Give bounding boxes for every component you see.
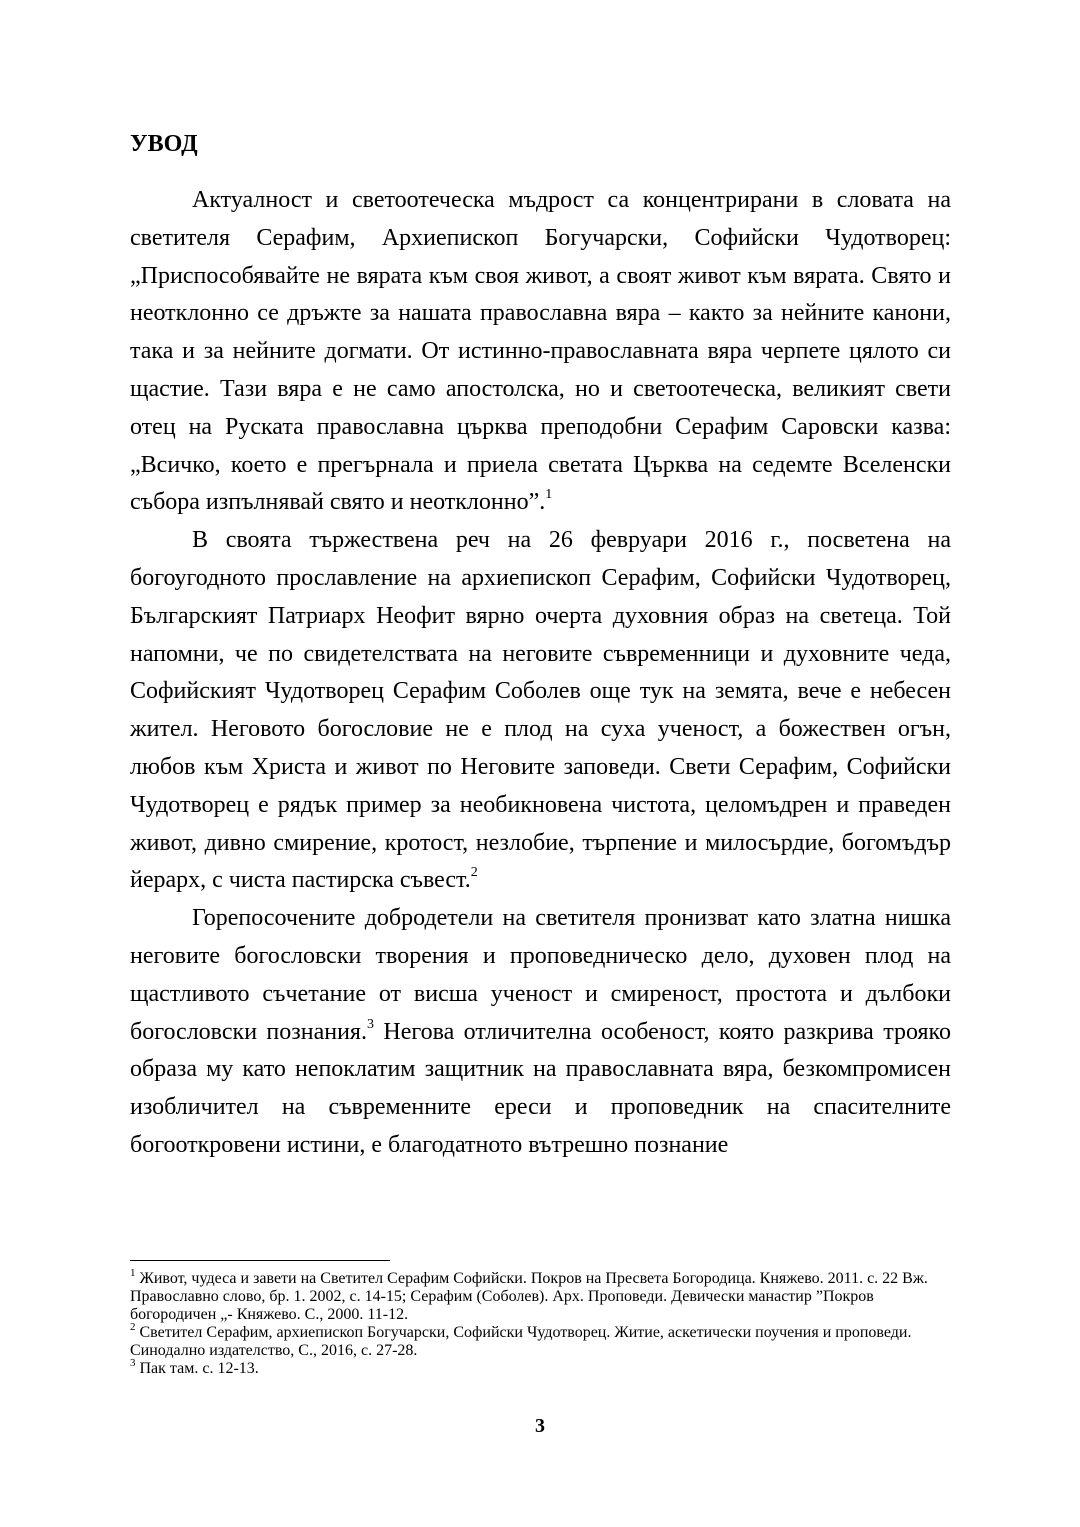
footnote-3-number: 3 xyxy=(130,1356,136,1369)
paragraph-2 xyxy=(130,522,951,900)
footnote-ref-2: 2 xyxy=(470,865,478,881)
footnote-3 xyxy=(130,1356,951,1378)
footnote-2-text: Светител Серафим, архиепископ Богучарски, Софийски Чудотворец. Житие, аскетически поучения и проповеди. Синодално издателство, С., 2016, с. 27-28. xyxy=(130,1324,912,1359)
paragraph-3 xyxy=(130,900,951,1165)
section-heading: УВОД xyxy=(130,131,198,157)
body-text xyxy=(130,182,951,1165)
footnote-3-text: Пак там. с. 12-13. xyxy=(135,1360,259,1377)
footnote-2 xyxy=(130,1320,951,1360)
footnote-2-number: 2 xyxy=(130,1320,136,1333)
page-number: 3 xyxy=(535,1415,545,1437)
footnote-separator xyxy=(130,1260,390,1261)
paragraph-3-text-before: Горепосочените добродетели на светителя пронизват като златна нишка неговите богословски творения и проповедническо дело, духовен плод на щастливото съчетание от висша ученост и смиреност, простота и дълбоки богословски познания. xyxy=(130,905,951,1045)
footnote-1 xyxy=(130,1266,951,1324)
paragraph-1-text: Актуалност и светоотеческа мъдрост са концентрирани в словата на светителя Серафим, Архиепископ Богучарски, Софийски Чудотворец: „Приспособявайте не вярата към своя живот, а своят живот към вярата. Свято и неотклонно се дръжте за нашата православна вяра – както за нейните канони, така и за нейните догмати. От истинно-православната вяра черпете цялото си щастие. Тази вяра е не само апостолска, но и светоотеческа, великият свети отец на Руската православна църква преподобни Серафим Саровски казва: „Всичко, което е прегърнала и приела светата Църква на седемте Вселенски събора изпълнявай свято и неотклонно”. xyxy=(130,187,951,516)
footnote-1-text: Живот, чудеса и завети на Светител Серафим Софийски. Покров на Пресвета Богородица. Княжево. 2011. с. 22 Вж. Православно слово, бр. 1. 2002, с. 14-15; Серафим (Соболев). Арх. Проповеди. Девически манастир ”Покров богородичен „- Княжево. С., 2000. 11-12. xyxy=(130,1270,928,1323)
paragraph-1 xyxy=(130,182,951,522)
paragraph-2-text: В своята тържествена реч на 26 февруари 2016 г., посветена на богоугодното прославление на архиепископ Серафим, Софийски Чудотворец, Българският Патриарх Неофит вярно очерта духовния образ на светеца. Той напомни, че по свидетелствата на неговите съвременници и духовните чеда, Софийският Чудотворец Серафим Соболев още тук на земята, вече е небесен жител. Неговото богословие не е плод на суха ученост, а божествен огън, любов към Христа и живот по Неговите заповеди. Свети Серафим, Софийски Чудотворец е рядък пример за необикновена чистота, целомъдрен и праведен живот, дивно смирение, кротост, незлобие, търпение и милосърдие, богомъдър йерарх, с чиста пастирска съвест. xyxy=(130,527,951,894)
footnote-1-number: 1 xyxy=(130,1266,136,1279)
footnote-ref-3: 3 xyxy=(366,1016,374,1032)
footnotes xyxy=(130,1266,951,1378)
paragraph-3-text-after: Негова отличителна особеност, която разкрива трояко образа му като непоклатим защитник на православната вяра, безкомпромисен изобличител на съвременните ереси и проповедник на спасителните богооткровени истини, е благодатното вътрешно познание xyxy=(130,1018,951,1158)
footnote-ref-1: 1 xyxy=(545,487,553,503)
